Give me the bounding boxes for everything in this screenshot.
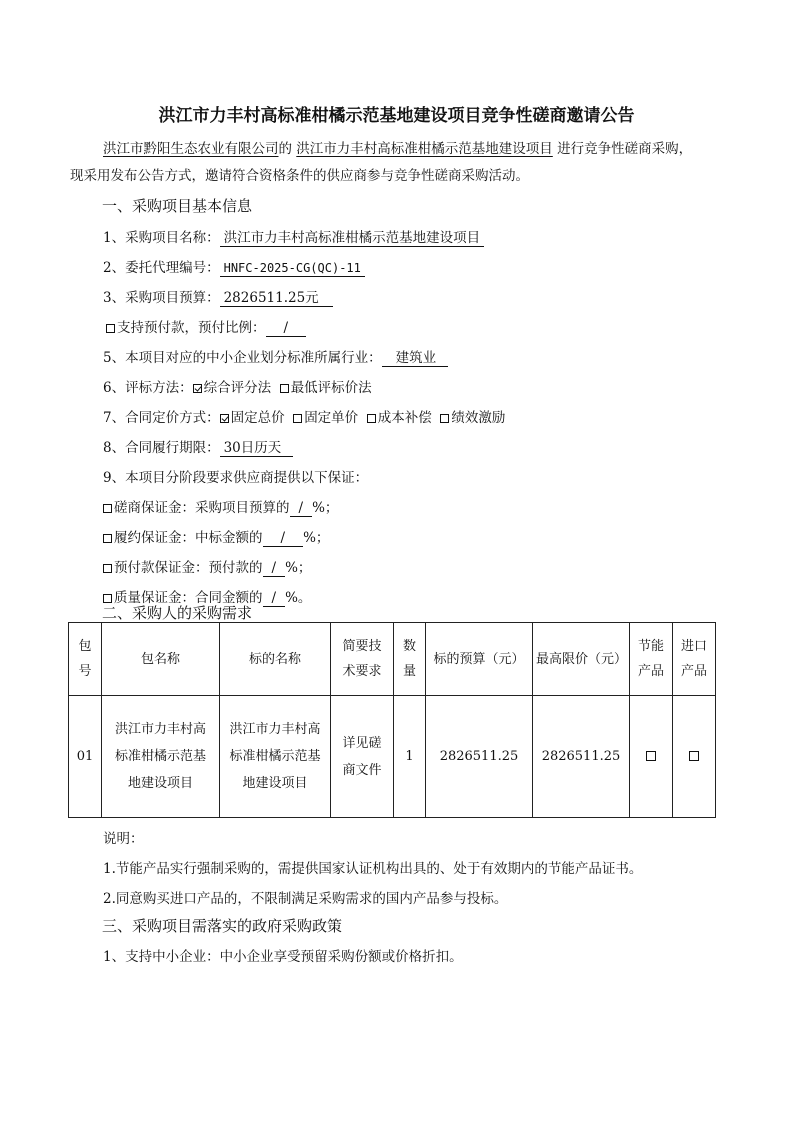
tech-req-2: 商文件 [342, 762, 382, 778]
requirements-table [68, 622, 716, 818]
package-name-3: 地建设项目 [127, 776, 193, 791]
item3-value: 2826511.25元 [220, 290, 333, 307]
g1-value: / [290, 500, 313, 517]
intro-rest: 进行竞争性磋商采购， [557, 141, 693, 157]
guarantee-performance [103, 526, 329, 547]
g2-label: 履约保证金：中标金额的 [114, 530, 263, 546]
pricing-opt3-label: 成本补偿 [377, 410, 432, 426]
eval-comprehensive-checkbox[interactable] [193, 384, 202, 393]
cell-budget: 2826511.25 [426, 696, 533, 818]
cell-bao: 01 [69, 696, 102, 818]
eval-opt1-label: 综合评分法 [203, 380, 272, 396]
item1-label: 1、采购项目名称： [103, 230, 220, 246]
header-energy-product [630, 623, 673, 696]
prepay-value: / [266, 320, 307, 337]
header-import-product [673, 623, 716, 696]
intro-line-2: 现采用发布公告方式，邀请符合资格条件的供应商参与竞争性磋商采购活动。 [70, 168, 529, 184]
prepay-checkbox[interactable] [106, 324, 115, 333]
intro-de: 的 [278, 141, 292, 157]
notes-title: 说明： [103, 831, 144, 847]
item-agency-code [103, 256, 365, 277]
cell-package-name [102, 696, 220, 818]
cell-qty: 1 [394, 696, 426, 818]
cell-max-price: 2826511.25 [533, 696, 630, 818]
item6-label: 6、评标方法： [103, 380, 193, 396]
g3-label: 预付款保证金：预付款的 [114, 560, 263, 576]
target-name-2: 标准柑橘示范基 [229, 749, 321, 764]
item-industry [103, 346, 448, 367]
g3-value: / [263, 560, 286, 577]
intro-project-name: 洪江市力丰村高标准柑橘示范基地建设项目 [296, 141, 553, 157]
header-qty [394, 623, 426, 696]
header-budget: 标的预算（元） [426, 623, 533, 696]
purchaser-name: 洪江市黔阳生态农业有限公司 [103, 141, 279, 157]
item-guarantees: 9、本项目分阶段要求供应商提供以下保证： [103, 470, 369, 486]
tech-req-1: 详见磋 [342, 735, 382, 751]
g4-unit: %。 [285, 590, 312, 606]
g3-unit: %； [285, 560, 312, 576]
g4-value: / [263, 590, 286, 607]
guarantee-bid [103, 496, 338, 517]
cell-tech-req [331, 696, 394, 818]
bid-guarantee-checkbox[interactable] [103, 504, 112, 513]
prepay-label: 支持预付款，预付比例： [117, 320, 266, 336]
energy-product-checkbox[interactable] [646, 751, 656, 761]
pricing-cost-checkbox[interactable] [367, 414, 376, 423]
header-qty-1: 数 [402, 639, 416, 654]
note-1: 1.节能产品实行强制采购的，需提供国家认证机构出具的、处于有效期内的节能产品证书。 [103, 861, 643, 877]
header-import-2: 产品 [680, 664, 707, 679]
cell-target-name [220, 696, 331, 818]
header-req-2: 术要求 [342, 664, 382, 679]
performance-guarantee-checkbox[interactable] [103, 534, 112, 543]
item-pricing-method [103, 406, 505, 426]
header-energy-1: 节能 [637, 639, 664, 654]
header-target-name: 标的名称 [220, 623, 331, 696]
item8-label: 8、合同履行期限： [103, 440, 220, 456]
section3-heading: 三、采购项目需落实的政府采购政策 [102, 917, 343, 935]
item2-label: 2、委托代理编号： [103, 260, 220, 276]
item2-value: HNFC-2025-CG(QC)-11 [220, 260, 365, 277]
item5-value: 建筑业 [382, 350, 449, 367]
header-tech-req [331, 623, 394, 696]
g1-unit: %； [312, 500, 339, 516]
package-name-2: 标准柑橘示范基 [114, 749, 206, 764]
section1-heading: 一、采购项目基本信息 [102, 197, 253, 215]
note-2: 2.同意购买进口产品的，不限制满足采购需求的国内产品参与投标。 [103, 891, 508, 907]
header-bao-2: 号 [78, 664, 92, 679]
item-contract-period [103, 436, 293, 457]
document-title: 洪江市力丰村高标准柑橘示范基地建设项目竞争性磋商邀请公告 [158, 106, 635, 126]
target-name-3: 地建设项目 [242, 776, 308, 791]
header-req-1: 简要技 [342, 639, 382, 654]
policy-item-1: 1、支持中小企业：中小企业享受预留采购份额或价格折扣。 [103, 949, 463, 965]
header-import-1: 进口 [680, 639, 707, 654]
item-budget [103, 286, 333, 307]
pricing-opt4-label: 绩效激励 [451, 410, 506, 426]
header-energy-2: 产品 [637, 664, 664, 679]
eval-opt2-label: 最低评标价法 [290, 380, 372, 396]
table-header-row [69, 623, 716, 696]
cell-energy-product [630, 696, 673, 818]
pricing-fixed-unit-checkbox[interactable] [293, 414, 302, 423]
header-bao-1: 包 [78, 639, 92, 654]
item5-label: 5、本项目对应的中小企业划分标准所属行业： [103, 350, 382, 366]
item3-label: 3、采购项目预算： [103, 290, 220, 306]
header-bao [69, 623, 102, 696]
prepayment-guarantee-checkbox[interactable] [103, 564, 112, 573]
g2-unit: %； [303, 530, 330, 546]
pricing-opt1-label: 固定总价 [230, 410, 285, 426]
package-name-1: 洪江市力丰村高 [114, 722, 206, 737]
section2-heading: 二、采购人的采购需求 [102, 604, 253, 622]
item7-label: 7、合同定价方式： [103, 410, 220, 426]
header-package-name: 包名称 [102, 623, 220, 696]
item1-value: 洪江市力丰村高标准柑橘示范基地建设项目 [220, 230, 485, 247]
target-name-1: 洪江市力丰村高 [229, 722, 321, 737]
item-prepay [106, 316, 306, 337]
table-row [69, 696, 716, 818]
pricing-fixed-total-checkbox[interactable] [220, 414, 229, 423]
guarantee-prepayment [103, 556, 311, 577]
g2-value: / [263, 530, 304, 547]
intro-line-1 [103, 137, 692, 157]
import-product-checkbox[interactable] [689, 751, 699, 761]
g1-label: 磋商保证金：采购项目预算的 [114, 500, 290, 516]
cell-import-product [673, 696, 716, 818]
header-qty-2: 量 [402, 664, 416, 679]
item8-value: 30日历天 [220, 440, 294, 457]
pricing-opt2-label: 固定单价 [304, 410, 359, 426]
eval-lowest-checkbox[interactable] [280, 384, 289, 393]
g4-label: 质量保证金：合同金额的 [114, 590, 263, 606]
item-project-name [103, 226, 484, 247]
item-eval-method [103, 376, 372, 396]
header-max-price: 最高限价（元） [533, 623, 630, 696]
pricing-incentive-checkbox[interactable] [440, 414, 449, 423]
